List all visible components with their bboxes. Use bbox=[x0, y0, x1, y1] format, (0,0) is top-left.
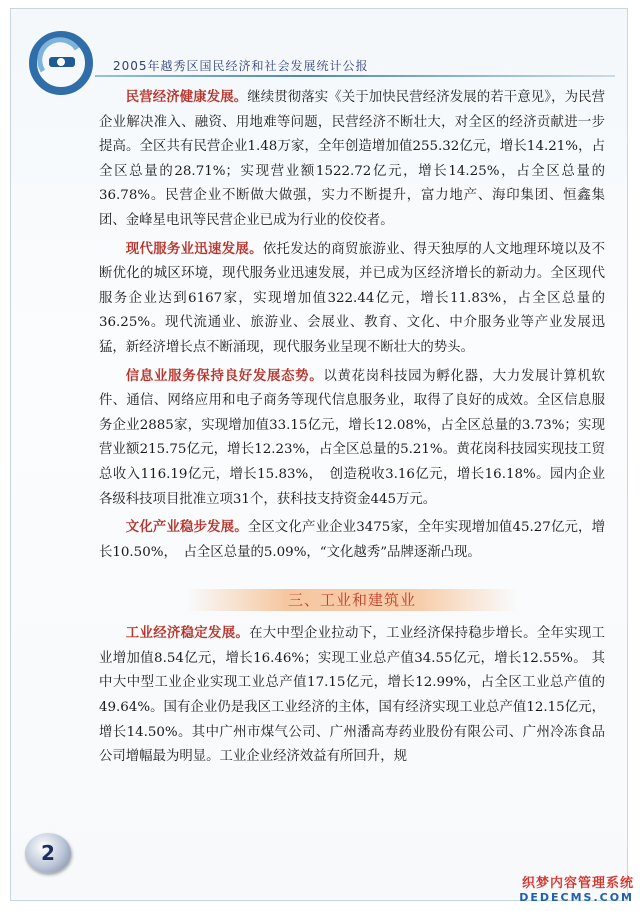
bulletin-logo-icon bbox=[29, 31, 93, 95]
section-heading: 三、工业和建筑业 bbox=[287, 591, 416, 610]
page-number-badge: 2 bbox=[25, 833, 71, 873]
watermark-cn: 织梦内容管理系统 bbox=[521, 876, 634, 891]
paragraph-text: 依托发达的商贸旅游业、得天独厚的人文地理环境以及不断优化的城区环境，现代服务业迅速发展，并已成为区经济增长的新动力。全区现代服务企业达到6167家，实现增加值322.44亿元，增长11.83%，占全区总量的36.25%。现代流通业、旅游业、会展业、教育、文化、中介服务业等产业发展迅猛，新经济增长点不断涌现，现代服务业呈现不断壮大的势头。 bbox=[99, 241, 606, 355]
paragraph-text: 以黄花岗科技园为孵化器，大力发展计算机软件、通信、网络应用和电子商务等现代信息服务业，取得了良好的成效。全区信息服务企业2885家，实现增加值33.15亿元，增长12.08%，占全区总量的3.73%；实现营业额215.75亿元，增长12.23%，占全区总量的5.21%。黄花岗科技园实现技工贸总收入116.19亿元，增长15.83%， 创造税收3.16亿元，增长16.18%。园内企业各级科技项目批准立项31个，获科技支持资金445万元。 bbox=[99, 368, 606, 507]
paragraph-lead: 文化产业稳步发展。 bbox=[125, 519, 248, 536]
document-page bbox=[10, 8, 628, 901]
paragraph-text: 继续贯彻落实《关于加快民营经济发展的若干意见》，为民营企业解决准入、融资、用地难等问题，民营经济不断壮大，对全区的经济贡献进一步提高。全区共有民营企业1.48万家，全年创造增加值255.32亿元，增长14.21%，占全区总量的28.71%；实现营业额1522.72亿元，增长14.25%，占全区总量的36.78%。民营企业不断做大做强，实力不断提升，富力地产、海印集团、恒鑫集团、金峰星电讯等民营企业已成为行业的佼佼者。 bbox=[99, 90, 605, 228]
paragraph-private-economy bbox=[99, 85, 605, 234]
header-title: 2005年越秀区国民经济和社会发展统计公报 bbox=[113, 59, 369, 73]
paragraph-lead: 信息业服务保持良好发展态势。 bbox=[125, 367, 324, 384]
watermark bbox=[519, 872, 634, 904]
section-heading-band bbox=[187, 589, 517, 611]
header-divider bbox=[95, 75, 615, 77]
paragraph-industrial-economy bbox=[99, 621, 605, 770]
paragraph-lead: 工业经济稳定发展。 bbox=[125, 625, 250, 642]
watermark-en: DEDECMS.COM bbox=[519, 891, 634, 904]
document-body bbox=[99, 85, 605, 773]
paragraph-modern-services bbox=[99, 237, 605, 361]
paragraph-cultural-industry bbox=[99, 515, 605, 565]
paragraph-text: 在大中型企业拉动下，工业经济保持稳步增长。全年实现工业增加值8.54亿元，增长16.46%；实现工业总产值34.55亿元，增长12.55%。 其中大中型工业企业实现工业总产值17.15亿元，增长12.99%，占全区工业总产值的49.64%。国有企业仍是我区工业经济的主体，国有经济实现工业总产值12.15亿元，增长14.50%。其中广州市煤气公司、广州潘高寿药业股份有限公司、广州冷冻食品公司增幅最为明显。工业企业经济效益有所回升，规 bbox=[99, 626, 606, 765]
paragraph-lead: 现代服务业迅速发展。 bbox=[125, 240, 263, 257]
paragraph-lead: 民营经济健康发展。 bbox=[125, 89, 248, 105]
paragraph-text: 全区文化产业企业3475家，全年实现增加值45.27亿元，增长10.50%， 占全区总量的5.09%，“文化越秀”品牌逐渐凸现。 bbox=[99, 520, 606, 560]
paragraph-information-services bbox=[99, 364, 605, 513]
